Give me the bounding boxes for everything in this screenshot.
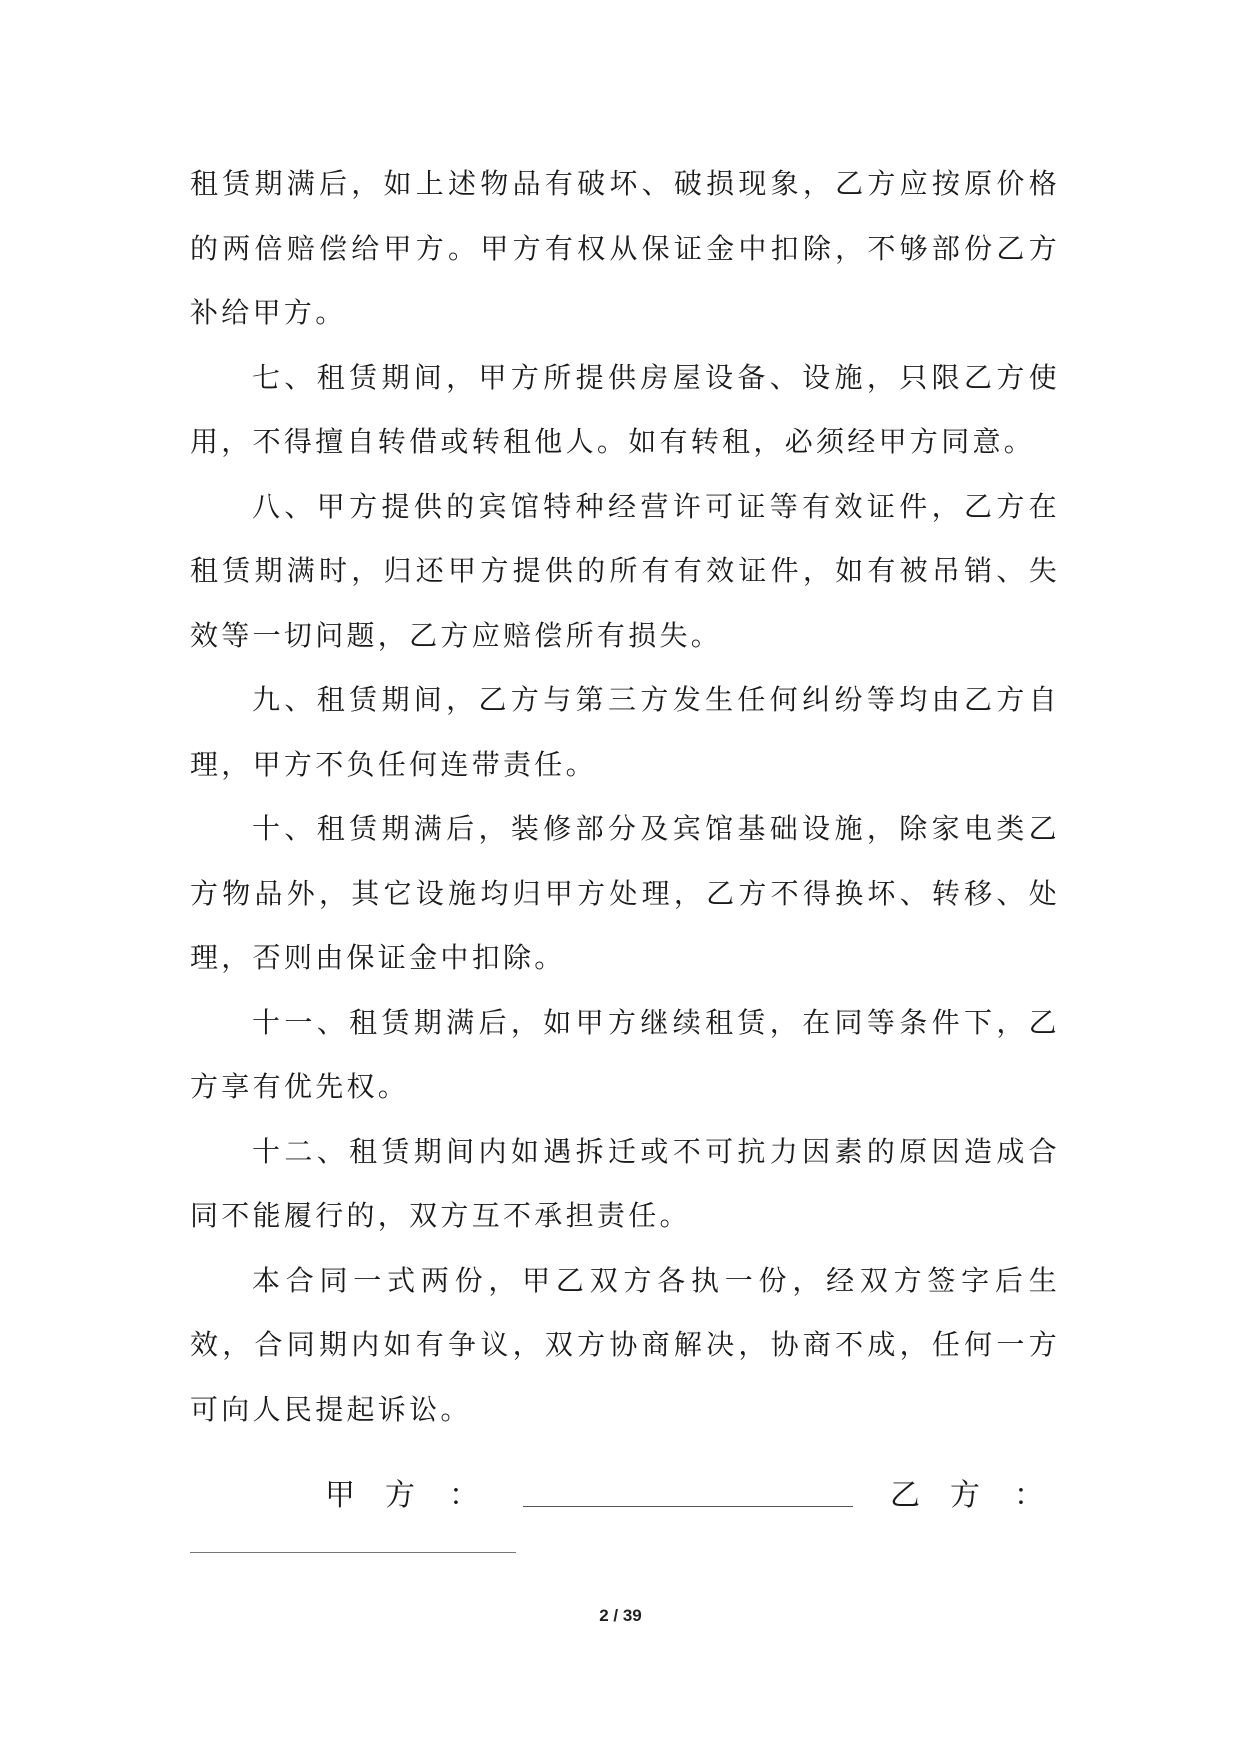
party-b-colon: ： [1014, 1478, 1044, 1513]
clause-seven: 七、租赁期间，甲方所提供房屋设备、设施，只限乙方使用，不得擅自转借或转租他人。如有转租，必须经甲方同意。 [190, 360, 1060, 458]
party-a-colon: ： [449, 1478, 479, 1513]
party-a-char2: 方 [385, 1478, 415, 1513]
paragraph-continuation: 租赁期满后，如上述物品有破坏、破损现象，乙方应按原价格的两倍赔偿给甲方。甲方有权从保证金中扣除，不够部份乙方补给甲方。 [190, 167, 1060, 329]
clause-eleven: 十一、租赁期满后，如甲方继续租赁，在同等条件下，乙方享有优先权。 [190, 1005, 1060, 1103]
party-a-label [325, 1470, 479, 1514]
party-a-signature-line [523, 1506, 853, 1507]
party-b-label [890, 1470, 1044, 1514]
page-number: 2 / 39 [599, 1606, 642, 1625]
clause-nine: 九、租赁期间，乙方与第三方发生任何纠纷等均由乙方自理，甲方不负任何连带责任。 [190, 683, 1060, 781]
party-a-char1: 甲 [325, 1478, 355, 1513]
clause-twelve: 十二、租赁期间内如遇拆迁或不可抗力因素的原因造成合同不能履行的，双方互不承担责任。 [190, 1134, 1060, 1232]
closing-clause: 本合同一式两份，甲乙双方各执一份，经双方签字后生效，合同期内如有争议，双方协商解决，协商不成，任何一方可向人民提起诉讼。 [190, 1263, 1060, 1426]
signature-row [190, 1470, 1060, 1514]
party-b-char2: 方 [950, 1478, 980, 1513]
party-b-signature-line [190, 1552, 516, 1553]
clause-eight: 八、甲方提供的宾馆特种经营许可证等有效证件，乙方在租赁期满时，归还甲方提供的所有有效证件，如有被吊销、失效等一切问题，乙方应赔偿所有损失。 [190, 489, 1060, 652]
contract-body [190, 152, 1060, 1442]
party-b-char1: 乙 [890, 1478, 920, 1513]
clause-ten: 十、租赁期满后，装修部分及宾馆基础设施，除家电类乙方物品外，其它设施均归甲方处理，乙方不得换坏、转移、处理，否则由保证金中扣除。 [190, 812, 1060, 974]
